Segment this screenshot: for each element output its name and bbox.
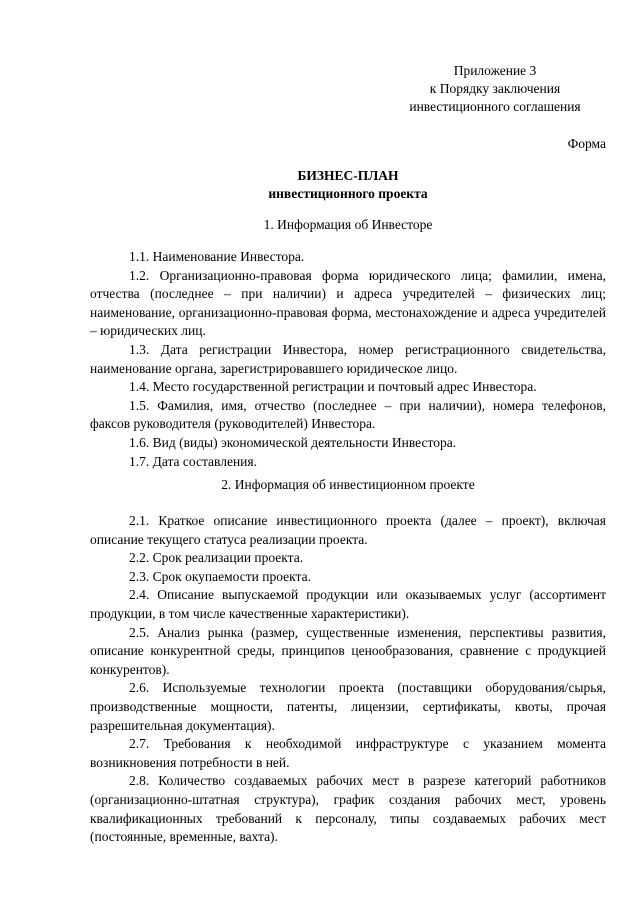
section-2-item: 2.5. Анализ рынка (размер, существенные изменения, перспективы развития, описание конкурентной среды, принципов ценообразования, сравнение с продукцией конкурентов). (90, 624, 606, 677)
section-1-item: 1.5. Фамилия, имя, отчество (последнее – при наличии), номера телефонов, факсов руководителя (руководителей) Инвестора. (90, 397, 606, 432)
section-2-item: 2.6. Используемые технологии проекта (поставщики оборудования/сырья, производственные мощности, патенты, лицензии, сертификаты, квоты, прочая разрешительная документация). (90, 680, 606, 733)
section-2-item: 2.1. Краткое описание инвестиционного проекта (далее – проект), включая описание текущего статуса реализации проекта. (90, 513, 606, 547)
section-2-item: 2.7. Требования к необходимой инфраструктуре с указанием момента возникновения потребности в ней. (90, 736, 606, 770)
section-1-item: 1.6. Вид (виды) экономической деятельности Инвестора. (129, 434, 457, 450)
section-2-item: 2.2. Срок реализации проекта. (129, 550, 304, 566)
section-1-item: 1.1. Наименование Инвестора. (129, 249, 305, 264)
section-2-body (90, 512, 606, 847)
section-2-item: 2.4. Описание выпускаемой продукции или оказываемых услуг (ассортимент продукции, в том числе качественные характеристики). (90, 587, 606, 621)
section-1-item: 1.3. Дата регистрации Инвестора, номер регистрационного свидетельства, наименование органа, зарегистрировавшего юридическое лицо. (90, 341, 606, 376)
section-1-body (90, 248, 606, 471)
section-1-item: 1.7. Дата составления. (129, 453, 257, 469)
section-1-title: 1. Информация об Инвесторе (263, 217, 433, 232)
document-title-line-2: инвестиционного проекта (268, 186, 428, 201)
appendix-header (380, 62, 610, 116)
section-1-item: 1.4. Место государственной регистрации и почтовый адрес Инвестора. (129, 379, 537, 395)
section-2-item: 2.3. Срок окупаемости проекта. (129, 568, 311, 584)
appendix-line-3: инвестиционного соглашения (409, 99, 581, 114)
appendix-line-1: Приложение 3 (453, 63, 537, 78)
form-label: Форма (567, 136, 606, 151)
section-1-item: 1.2. Организационно-правовая форма юридического лица; фамилии, имена, отчества (последнее – при наличии) и адреса учредителей – физических лиц; наименование, организационно-правовая форма, местонахождение и адреса учредителей – юридических лиц. (90, 267, 606, 339)
section-2-title: 2. Информация об инвестиционном проекте (221, 477, 475, 492)
document-title-line-1: БИЗНЕС-ПЛАН (297, 168, 399, 183)
document-title (90, 167, 606, 203)
section-2-item: 2.8. Количество создаваемых рабочих мест в разрезе категорий работников (организационно-штатная структура), график создания рабочих мест, уровень квалификационных требований к персоналу, типы создаваемых рабочих мест (постоянные, временные, вахта). (90, 773, 606, 845)
appendix-line-2: к Порядку заключения (429, 81, 561, 96)
